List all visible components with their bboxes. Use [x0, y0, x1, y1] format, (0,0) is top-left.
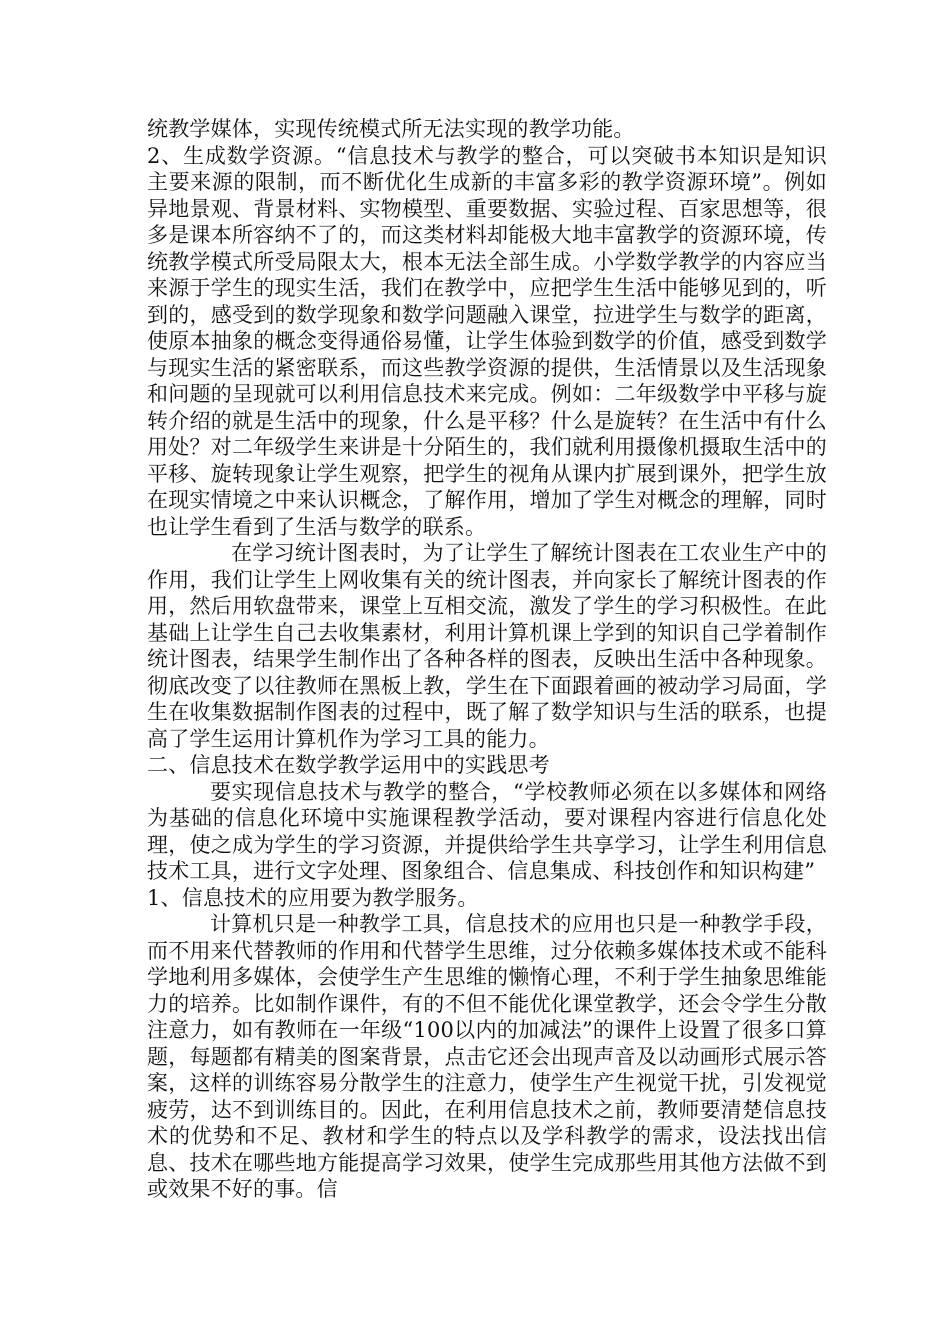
section-heading: 二、信息技术在数学教学运用中的实践思考 — [147, 753, 550, 777]
paragraph-4: 要实现信息技术与教学的整合，“学校教师必须在以多媒体和网络为基础的信息化环境中实施课程教学活动，要对课程内容进行信息化处理，使之成为学生的学习资源，并提供给学生共享学习，让学生利用信息技术工具，进行文字处理、图象组合、信息集成、科技创作和知识构建” — [147, 779, 827, 883]
paragraph-2: 2、生成数学资源。“信息技术与教学的整合，可以突破书本知识是知识主要来源的限制，而不断优化生成新的丰富多彩的教学资源环境”。例如异地景观、背景材料、实物模型、重要数据、实验过程、百家思想等，很多是课本所容纳不了的，而这类材料却能极大地丰富教学的资源环境，传统教学模式所受局限太大，根本无法全部生成。小学数学教学的内容应当来源于学生的现实生活，我们在教学中，应把学生生活中能够见到的，听到的，感受到的数学现象和数学问题融入课堂，拉进学生与数学的距离，使原本抽象的概念变得通俗易懂，让学生体验到数学的价值，感受到数学与现实生活的紧密联系，而这些教学资源的提供，生活情景以及生活现象和问题的呈现就可以利用信息技术来完成。例如：二年级数学中平移与旋转介绍的就是生活中的现象，什么是平移？什么是旋转？在生活中有什么用处？对二年级学生来讲是十分陌生的，我们就利用摄像机摄取生活中的平移、旋转现象让学生观察，把学生的视角从课内扩展到课外，把学生放在现实情境之中来认识概念，了解作用，增加了学生对概念的理解，同时也让学生看到了生活与数学的联系。 — [147, 143, 827, 539]
paragraph-1: 统教学媒体，实现传统模式所无法实现的教学功能。 — [147, 117, 635, 141]
document-page — [147, 116, 827, 1203]
subsection-heading: 1、信息技术的应用要为教学服务。 — [147, 885, 479, 910]
paragraph-3: 在学习统计图表时，为了让学生了解统计图表在工农业生产中的作用，我们让学生上网收集有关的统计图表，并向家长了解统计图表的作用，然后用软盘带来，课堂上互相交流，激发了学生的学习积极性。在此基础上让学生自己去收集素材，利用计算机课上学到的知识自己学着制作统计图表，结果学生制作出了各种各样的图表，反映出生活中各种现象。彻底改变了以往教师在黑板上教，学生在下面跟着画的被动学习局面，学生在收集数据制作图表的过程中，既了解了数学知识与生活的联系，也提高了学生运用计算机作为学习工具的能力。 — [147, 541, 827, 751]
paragraph-5: 计算机只是一种教学工具，信息技术的应用也只是一种教学手段，而不用来代替教师的作用和代替学生思维，过分依赖多媒体技术或不能科学地利用多媒体，会使学生产生思维的懒惰心理，不利于学生抽象思维能力的培养。比如制作课件，有的不但不能优化课堂教学，还会令学生分散注意力，如有教师在一年级“100以内的加减法”的课件上设置了很多口算题，每题都有精美的图案背景，点击它还会出现声音及以动画形式展示答案，这样的训练容易分散学生的注意力，使学生产生视觉干扰，引发视觉疲劳，达不到训练目的。因此，在利用信息技术之前，教师要清楚信息技术的优势和不足、教材和学生的特点以及学科教学的需求，设法找出信息、技术在哪些地方能提高学习效果，使学生完成那些用其他方法做不到或效果不好的事。信 — [147, 912, 827, 1201]
